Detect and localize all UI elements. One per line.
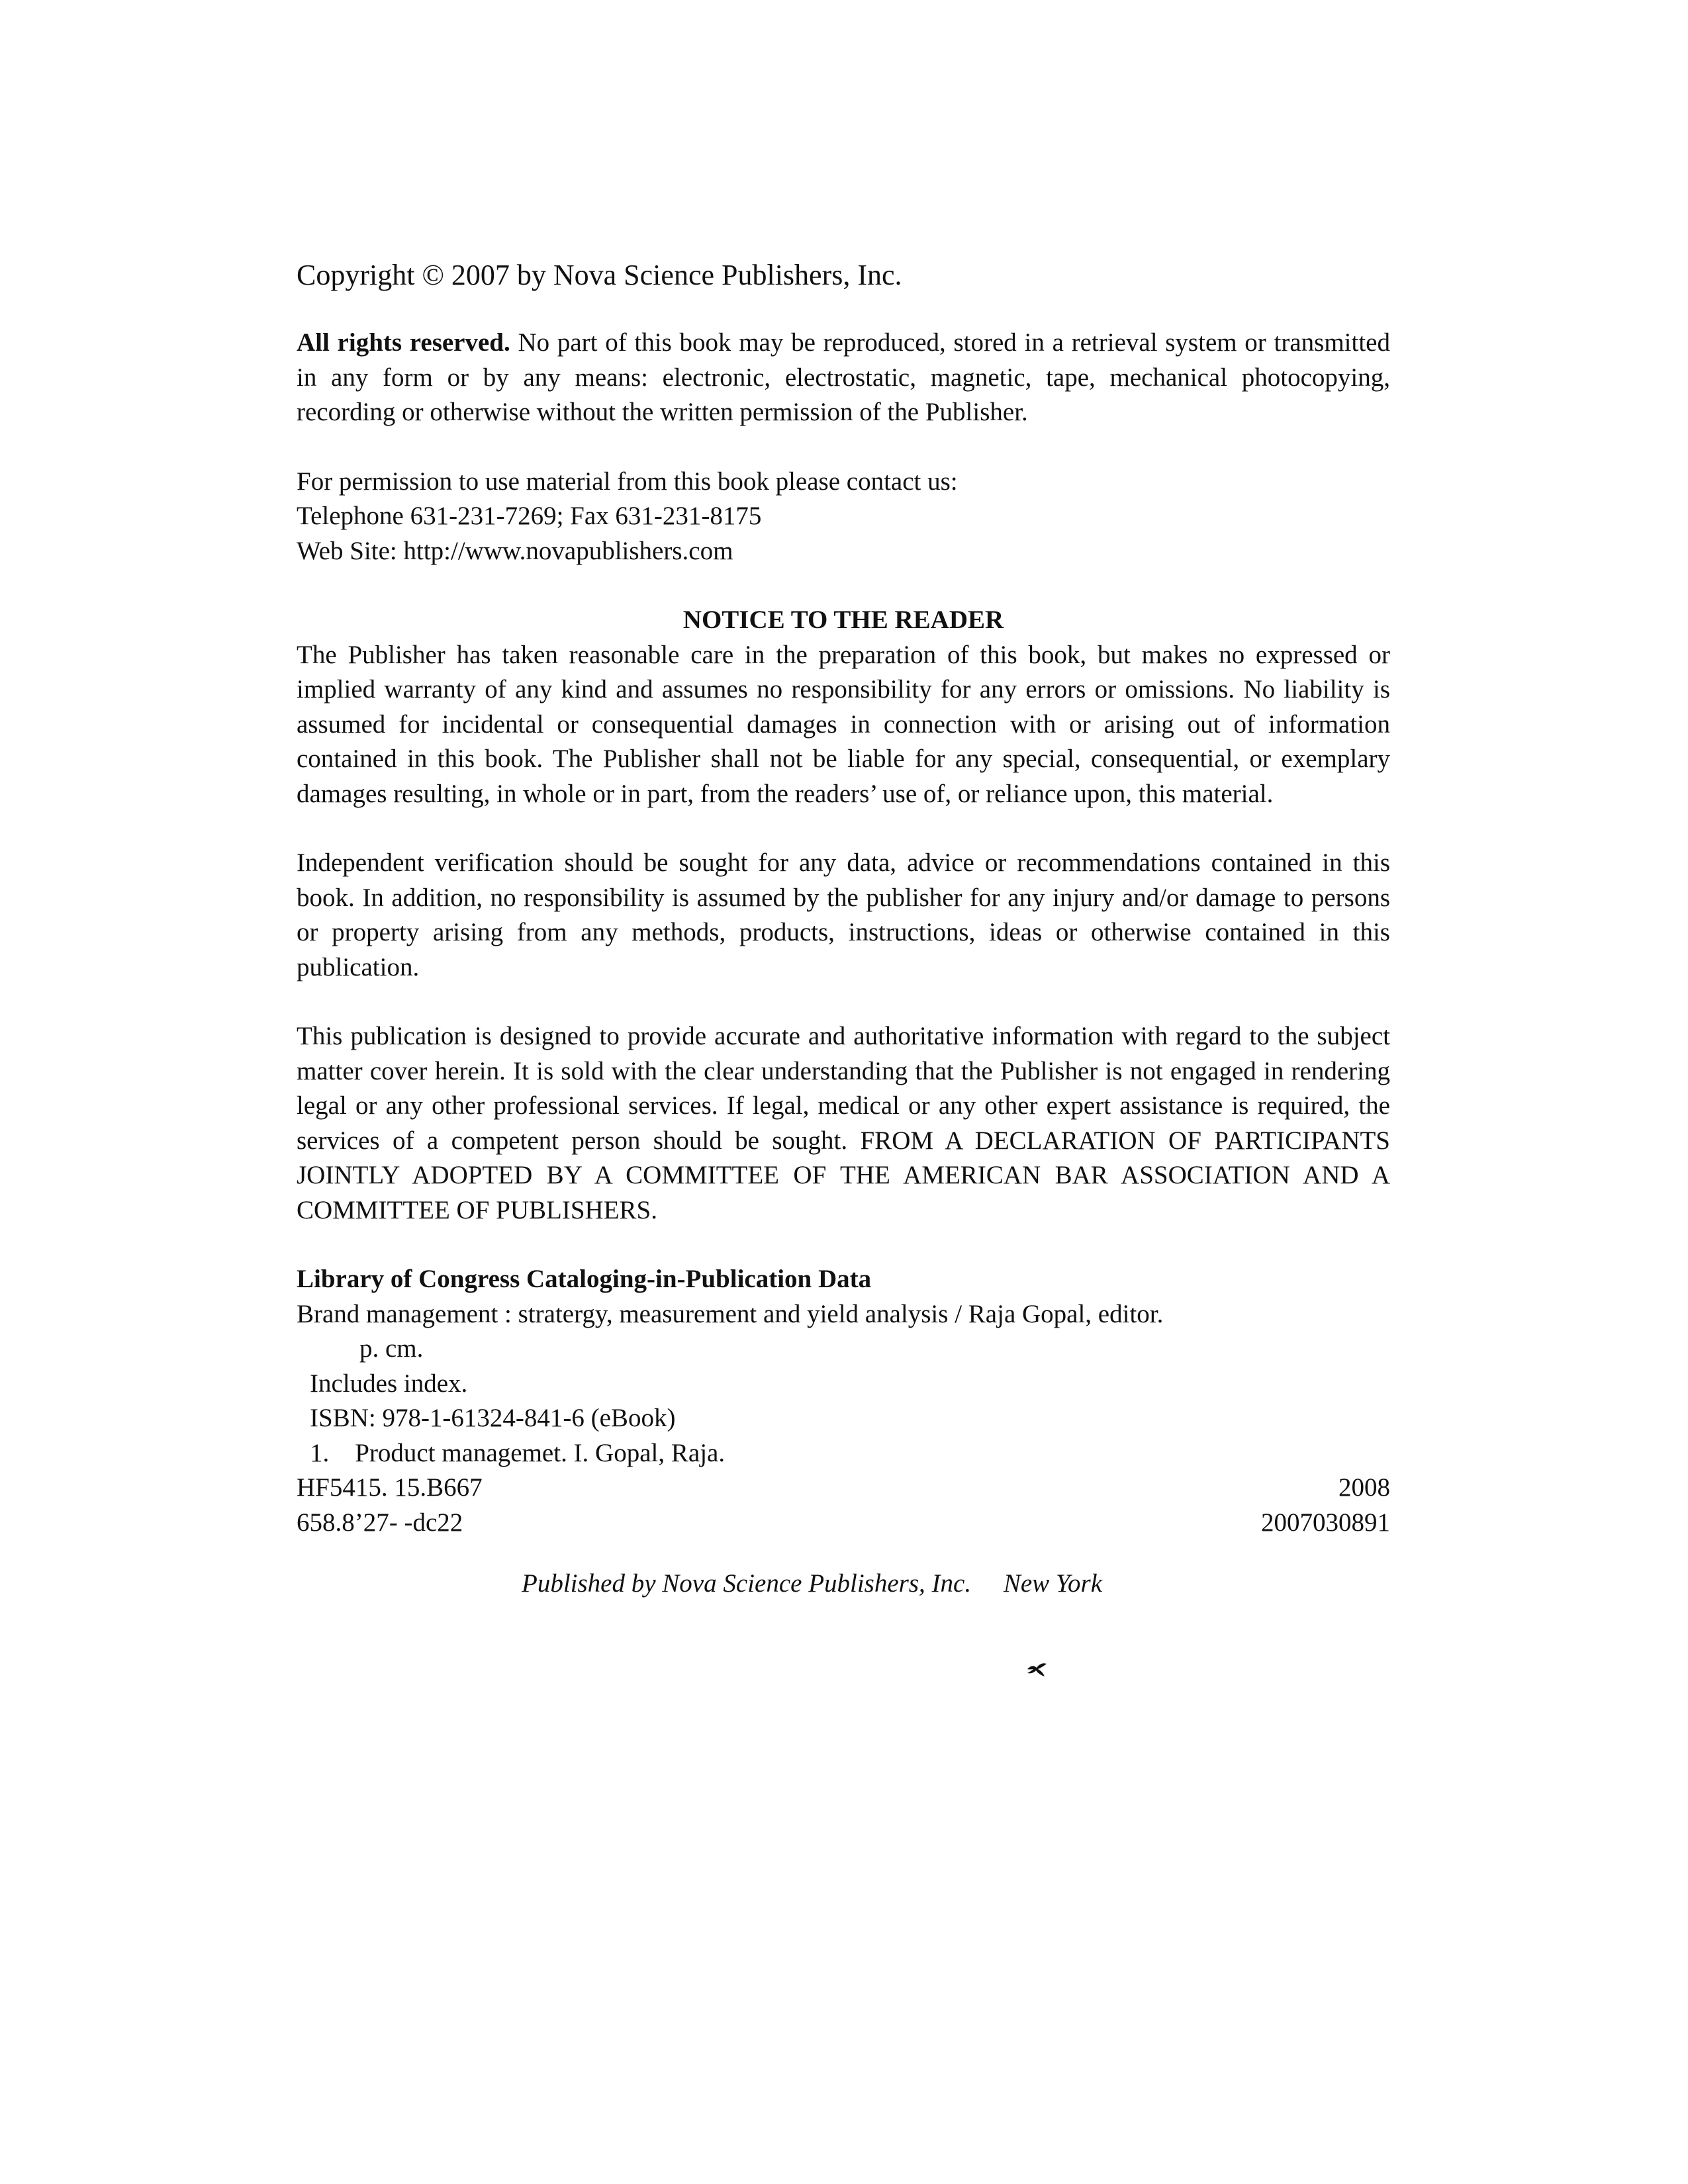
contact-web: Web Site: http://www.novapublishers.com xyxy=(297,536,733,565)
cip-subject: 1. Product managemet. I. Gopal, Raja. xyxy=(310,1438,726,1467)
cip-year: 2008 xyxy=(1338,1473,1390,1502)
publisher-city: New York xyxy=(1003,1569,1103,1598)
cip-dewey-row xyxy=(297,1506,1390,1541)
publisher-line xyxy=(297,1567,1390,1602)
spacer xyxy=(297,985,1390,1019)
cip-lccn: 2007030891 xyxy=(1261,1508,1390,1537)
spacer xyxy=(297,569,1390,603)
copyright-line: Copyright © 2007 by Nova Science Publishers, Inc. xyxy=(297,259,902,291)
notice-paragraph-2: Independent verification should be sought for any data, advice or recommendations contained in this book. In addition, no responsibility is assumed by the publisher for any injury and/or damage to persons or property arising from any methods, products, instructions, ideas or otherwise contained in this publication. xyxy=(297,848,1390,981)
rights-lead: All rights reserved. xyxy=(297,328,510,357)
notice-paragraph-3: This publication is designed to provide accurate and authoritative information with regard to the subject matter cover herein. It is sold with the clear understanding that the Publisher is not engaged in rendering legal or any other professional services. If legal, medical or any other expert assistance is required, the services of a competent person should be sought. FROM A DECLARATION OF PARTICIPANTS JOINTLY ADOPTED BY A COMMITTEE OF THE AMERICAN BAR ASSOCIATION AND A COMMITTEE OF PUBLISHERS. xyxy=(297,1022,1390,1224)
cip-isbn: ISBN: 978-1-61324-841-6 (eBook) xyxy=(310,1404,676,1432)
cip-lc-class: HF5415. 15.B667 xyxy=(297,1473,483,1502)
notice-paragraph-1: The Publisher has taken reasonable care in the preparation of this book, but makes no expressed or implied warranty of any kind and assumes no responsibility for any errors or omissions. No liability is assumed for incidental or consequential damages in connection with or arising out of information contained in this book. The Publisher shall not be liable for any special, consequential, or exemplary damages resulting, in whole or in part, from the readers’ use of, or reliance upon, this material. xyxy=(297,640,1390,808)
publisher-name: Published by Nova Science Publishers, Inc. xyxy=(522,1569,972,1598)
copyright-page xyxy=(297,257,1390,1602)
contact-intro: For permission to use material from this book please contact us: xyxy=(297,467,958,496)
cip-title-line: Brand management : stratergy, measurement and yield analysis / Raja Gopal, editor. xyxy=(297,1299,1164,1328)
cip-dewey: 658.8’27- -dc22 xyxy=(297,1508,463,1537)
fleuron-ornament-icon xyxy=(1025,1659,1049,1678)
contact-phone: Telephone 631-231-7269; Fax 631-231-8175 xyxy=(297,502,762,530)
cip-heading: Library of Congress Cataloging-in-Publication Data xyxy=(297,1265,872,1293)
spacer xyxy=(297,811,1390,846)
notice-title: NOTICE TO THE READER xyxy=(682,606,1004,634)
rights-paragraph xyxy=(297,326,1390,430)
spacer xyxy=(297,430,1390,465)
rights-text: No part of this book may be reproduced, stored in a retrieval system or transmitted in any form or by any means: electronic, electrostatic, magnetic, tape, mechanical photocopying, recording or otherwise without the written permission of the Publisher. xyxy=(297,328,1390,426)
cip-class-row xyxy=(297,1471,1390,1506)
cip-pcm: p. cm. xyxy=(359,1334,424,1363)
cip-index: Includes index. xyxy=(310,1369,468,1398)
spacer xyxy=(297,1228,1390,1262)
